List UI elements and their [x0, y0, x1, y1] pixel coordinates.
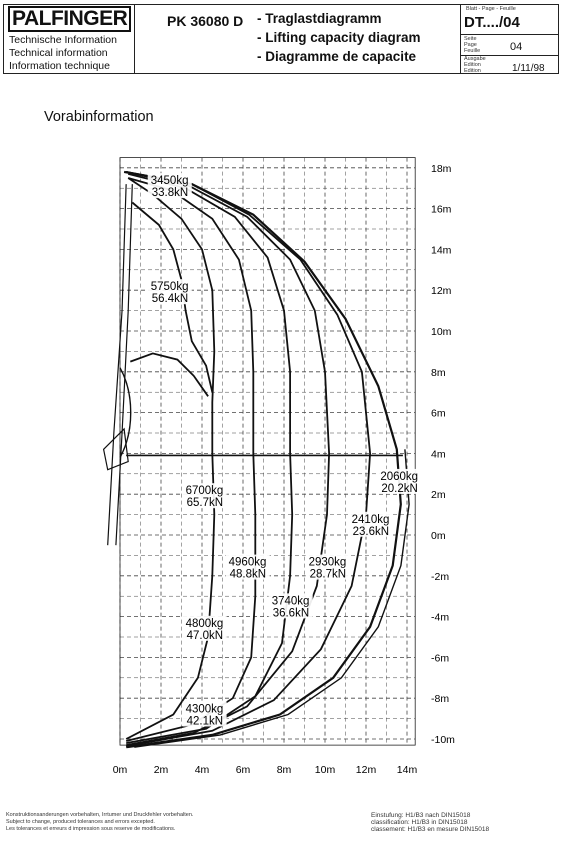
capacity-label: [183, 616, 227, 642]
capacity-label: [306, 555, 350, 581]
grid-frame: [120, 158, 418, 746]
y-tick-label: 14m: [431, 244, 452, 257]
capacity-kg: 4960kg: [228, 556, 267, 569]
y-tick-label: 0m: [431, 530, 446, 542]
capacity-kg: 6700kg: [185, 485, 224, 498]
ausgabe-label: Ausgabe Edition Edition: [464, 56, 486, 74]
capacity-kg: 5750kg: [150, 281, 189, 294]
brand-logo: PALFINGER: [8, 6, 131, 32]
capacity-kg: 3740kg: [271, 595, 310, 608]
footer-disclaimer: Konstruktionsanderungen vorbehalten, Irrtumer und Druckfehler vorbehalten. Subject to change, produced tolerances and errors excepted. Les tolerances et erreurs d impression sous reserve de modifications.: [6, 812, 194, 832]
title-en: - Lifting capacity diagram: [257, 30, 421, 45]
capacity-label: [183, 701, 227, 727]
capacity-kn: 65.7kN: [186, 497, 224, 510]
capacity-kn: 23.6kN: [352, 525, 390, 538]
capacity-kg: 2060kg: [380, 470, 419, 483]
y-tick-label: 4m: [431, 448, 446, 461]
blatt-label: Blatt - Page - Feuille: [466, 6, 516, 12]
capacity-kn: 42.1kN: [186, 715, 224, 728]
info-line-en: Technical information: [9, 47, 108, 59]
title-fr: - Diagramme de capacite: [257, 49, 417, 64]
capacity-curve: [126, 178, 214, 739]
capacity-kn: 33.8kN: [151, 187, 189, 200]
seite-label: Seite Page Feuille: [464, 36, 481, 54]
capacity-kn: 48.8kN: [229, 568, 267, 581]
y-tick-label: 2m: [431, 489, 446, 502]
y-tick-label: 18m: [431, 162, 452, 175]
crane-silhouette: [104, 184, 133, 545]
capacity-curve: [130, 353, 208, 396]
y-tick-label: -10m: [431, 734, 455, 746]
page-heading: Vorabinformation: [44, 109, 154, 125]
page-number: 04: [510, 41, 523, 53]
capacity-kg: 4300kg: [185, 703, 224, 716]
capacity-kg: 2410kg: [351, 513, 390, 526]
capacity-label: [349, 512, 393, 538]
info-line-de: Technische Information: [9, 34, 117, 46]
model-number: PK 36080 D: [167, 13, 244, 29]
edition-date: 1/11/98: [512, 63, 545, 74]
capacity-label: [183, 483, 227, 509]
capacity-label: [269, 593, 313, 619]
x-tick-label: 4m: [194, 764, 210, 776]
crane-column: [108, 184, 126, 545]
capacity-curve: [124, 172, 401, 747]
y-tick-label: 10m: [431, 326, 452, 338]
y-tick-label: 8m: [431, 366, 446, 379]
capacity-kn: 36.6kN: [272, 607, 310, 620]
y-tick-label: -4m: [431, 611, 450, 624]
doc-number: DT..../04: [464, 14, 520, 31]
grid: [120, 158, 418, 746]
capacity-kg: 3450kg: [150, 175, 189, 188]
capacity-curve: [126, 172, 370, 746]
capacity-kg: 4800kg: [185, 617, 224, 630]
x-tick-label: 0m: [112, 764, 128, 776]
capacity-kn: 28.7kN: [309, 568, 347, 581]
y-tick-label: 6m: [431, 407, 446, 420]
x-tick-label: 14m: [396, 764, 418, 776]
capacity-label: [148, 279, 192, 305]
capacity-label: [148, 173, 192, 199]
capacity-kn: 56.4kN: [151, 293, 189, 306]
y-tick-label: -8m: [431, 693, 450, 706]
capacity-kn: 20.2kN: [381, 482, 418, 495]
capacity-kg: 2930kg: [308, 556, 347, 569]
x-tick-label: 6m: [235, 764, 251, 776]
x-tick-label: 12m: [355, 764, 377, 776]
info-line-fr: Information technique: [9, 60, 110, 72]
capacity-labels: [148, 173, 422, 727]
x-tick-label: 8m: [276, 764, 292, 776]
capacity-kn: 47.0kN: [186, 629, 224, 642]
x-axis-ticks: [113, 764, 418, 776]
capacity-label: [226, 555, 270, 581]
footer-classification: Einstufung: H1/B3 nach DIN15018 classification: H1/B3 in DIN15018 classement: H1/B3 en mesure DIN15018: [371, 812, 490, 833]
x-tick-label: 2m: [153, 764, 169, 776]
y-tick-label: 16m: [431, 203, 452, 216]
capacity-label: [377, 469, 421, 495]
title-de: - Traglastdiagramm: [257, 11, 382, 26]
y-tick-label: 12m: [431, 285, 452, 298]
x-tick-label: 10m: [314, 764, 336, 776]
capacity-curve: [126, 178, 255, 741]
y-tick-label: -2m: [431, 570, 450, 583]
y-tick-label: -6m: [431, 652, 450, 665]
y-axis-ticks: [431, 163, 455, 746]
